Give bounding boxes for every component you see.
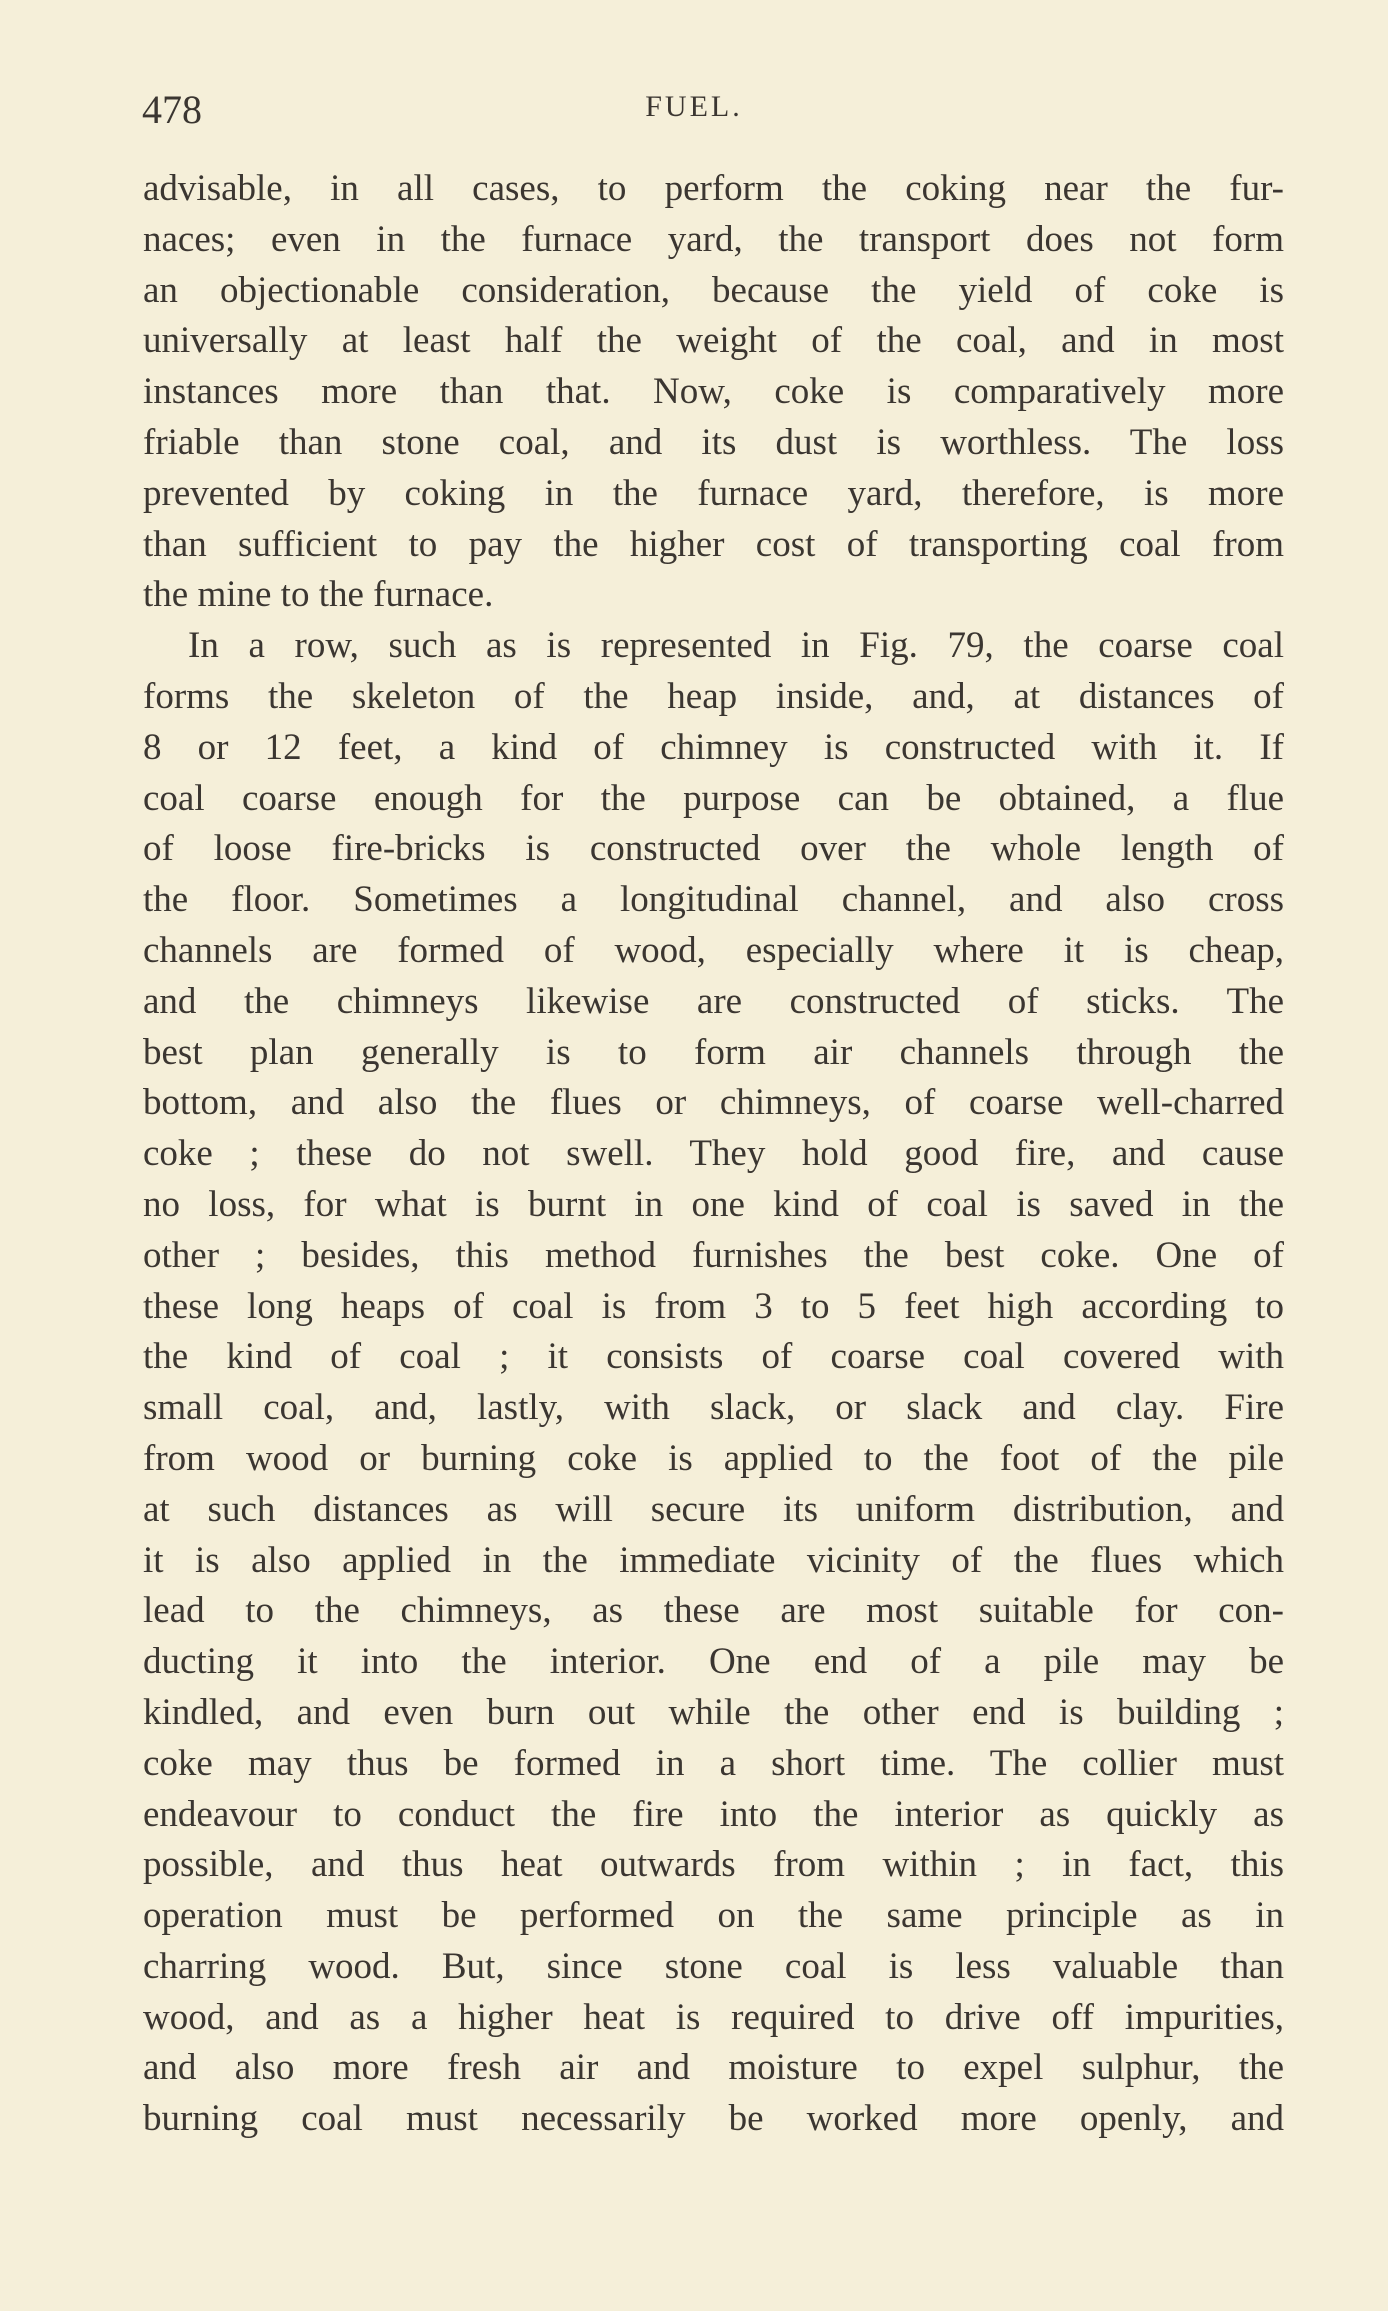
text-line: advisable, in all cases, to perform the coking near the fur- [143, 168, 1284, 209]
text-line: coke may thus be formed in a short time. The collier must [143, 1742, 1284, 1784]
text-line: endeavour to conduct the fire into the interior as quickly as [143, 1793, 1284, 1835]
text-line: charring wood. But, since stone coal is less valuable than [143, 1945, 1284, 1987]
text-line: lead to the chimneys, as these are most suitable for con- [143, 1590, 1284, 1632]
text-line: the kind of coal ; it consists of coarse coal covered with [143, 1336, 1284, 1378]
text-line: instances more than that. Now, coke is comparatively more [143, 371, 1284, 413]
text-line: at such distances as will secure its uniform distribution, and [143, 1488, 1284, 1530]
text-line: best plan generally is to form air channels through the [143, 1031, 1284, 1073]
running-head: FUEL. [645, 90, 743, 123]
text-line: naces; even in the furnace yard, the transport does not form [143, 218, 1284, 260]
text-line: than sufficient to pay the higher cost of transporting coal from [143, 523, 1284, 565]
text-line: no loss, for what is burnt in one kind of coal is saved in the [143, 1183, 1284, 1225]
text-line: operation must be performed on the same principle as in [143, 1895, 1284, 1937]
text-line: it is also applied in the immediate vicinity of the flues which [143, 1539, 1284, 1581]
text-line: coke ; these do not swell. They hold good fire, and cause [143, 1133, 1284, 1175]
page-number: 478 [142, 87, 202, 132]
text-line: 8 or 12 feet, a kind of chimney is constructed with it. If [143, 726, 1284, 768]
text-line: of loose fire-bricks is constructed over the whole length of [143, 828, 1284, 870]
text-line: forms the skeleton of the heap inside, and, at distances of [143, 675, 1284, 717]
text-line: universally at least half the weight of the coal, and in most [143, 320, 1284, 362]
text-line: and the chimneys likewise are constructed of sticks. The [143, 980, 1284, 1022]
text-line: and also more fresh air and moisture to expel sulphur, the [143, 2047, 1284, 2089]
text-line: the mine to the furnace. [143, 574, 494, 616]
text-line: wood, and as a higher heat is required to drive off impurities, [143, 1996, 1284, 2038]
text-line: kindled, and even burn out while the other end is building ; [143, 1691, 1284, 1733]
text-line: coal coarse enough for the purpose can be obtained, a flue [143, 777, 1284, 819]
text-line: these long heaps of coal is from 3 to 5 feet high according to [143, 1285, 1284, 1327]
text-line: channels are formed of wood, especially where it is cheap, [143, 929, 1284, 971]
text-line: ducting it into the interior. One end of a pile may be [143, 1641, 1284, 1683]
text-line: possible, and thus heat outwards from within ; in fact, this [143, 1844, 1284, 1886]
body-text [143, 164, 1284, 2145]
text-line: burning coal must necessarily be worked more openly, and [143, 2098, 1284, 2140]
text-line: from wood or burning coke is applied to the foot of the pile [143, 1437, 1284, 1479]
text-line: friable than stone coal, and its dust is worthless. The loss [143, 421, 1284, 463]
text-line: small coal, and, lastly, with slack, or slack and clay. Fire [143, 1387, 1284, 1429]
text-line: the floor. Sometimes a longitudinal channel, and also cross [143, 879, 1284, 921]
text-line: other ; besides, this method furnishes the best coke. One of [143, 1234, 1284, 1276]
text-line: prevented by coking in the furnace yard, therefore, is more [143, 472, 1284, 514]
text-line: an objectionable consideration, because the yield of coke is [143, 269, 1284, 311]
text-line: bottom, and also the flues or chimneys, of coarse well-charred [143, 1082, 1284, 1124]
text-line: In a row, such as is represented in Fig. 79, the coarse coal [188, 625, 1284, 667]
